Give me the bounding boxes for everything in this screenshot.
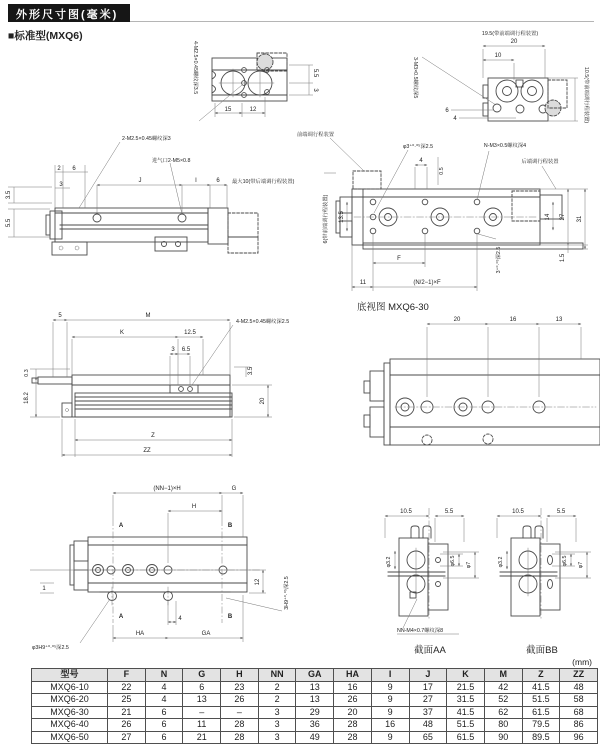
dim-4: 4 [178, 616, 182, 622]
dim-6b: 6 [216, 178, 220, 184]
dim-31: 31 [577, 215, 583, 223]
table-cell: 21.5 [447, 681, 485, 694]
table-cell: 4 [145, 694, 183, 707]
label-phi3-hole: φ3⁺⁰·⁰⁵深2.5 [403, 144, 434, 150]
table-row [32, 731, 598, 744]
drawing-end-view [393, 27, 600, 135]
dim-h: H [191, 504, 197, 510]
dim-6-5: 6.5 [181, 347, 191, 353]
table-cell: 58 [560, 694, 598, 707]
table-cell: 11 [183, 719, 221, 732]
table-row [32, 681, 598, 694]
dim-13-5: 13.5 [339, 211, 345, 223]
table-cell: 6 [183, 681, 221, 694]
table-cell: 9 [371, 681, 409, 694]
bottom-view-body [364, 359, 600, 445]
bottom-view-dimlines [427, 324, 581, 397]
col-header: NN [258, 669, 296, 682]
side-view-body [46, 208, 258, 255]
top-view-labels [192, 41, 318, 113]
front-view-labels [24, 313, 289, 454]
table-cell: 2 [258, 694, 296, 707]
dim-k: K [119, 330, 125, 336]
table-cell: 9 [371, 731, 409, 744]
front-view-body [32, 375, 232, 417]
table-cell: 48 [409, 719, 447, 732]
dim-phi-3-2: φ3.2 [386, 556, 392, 568]
dim-3: 3 [171, 347, 175, 353]
drawing-front-view [0, 305, 325, 470]
table-cell: 22 [108, 681, 146, 694]
table-cell: 6 [145, 706, 183, 719]
label-thread-2m25: 2-M2.5×0.45螺纹深3 [122, 136, 171, 142]
table-cell: 61.5 [522, 706, 560, 719]
table-header-row [32, 669, 598, 682]
table-cell: 26 [108, 719, 146, 732]
table-cell: 41.5 [522, 681, 560, 694]
col-header: ZZ [560, 669, 598, 682]
col-header: 型号 [32, 669, 108, 682]
table-cell: 61.5 [447, 731, 485, 744]
table-cell: – [221, 706, 259, 719]
dim-3-5: 3.5 [248, 366, 254, 376]
table-cell: MXQ6-50 [32, 731, 108, 744]
table-cell: 37 [409, 706, 447, 719]
dim-1: 1 [42, 586, 46, 592]
dim-m: M [145, 313, 151, 319]
table-row [32, 706, 598, 719]
end-view-body [483, 78, 567, 121]
col-header: M [484, 669, 522, 682]
note-6-front: 6(带前端调行程装置) [323, 194, 329, 244]
table-cell: 20 [334, 706, 372, 719]
label-thread-4m25b: 4-M2.5×0.45螺纹深2.5 [236, 319, 290, 325]
table-cell: MXQ6-10 [32, 681, 108, 694]
dim-6: 6 [445, 108, 449, 114]
table-cell: 28 [221, 719, 259, 732]
dim-2: 2 [57, 166, 61, 172]
table-cell: 51.5 [447, 719, 485, 732]
section-mark-b-bottom: B [227, 614, 233, 620]
table-cell: 25 [108, 694, 146, 707]
dim-f: F [397, 256, 401, 262]
table-cell: 4 [145, 681, 183, 694]
drawing-section-bb [497, 502, 600, 660]
section-mark-b-top: B [227, 523, 233, 529]
drawing-mount-plan [30, 475, 330, 660]
drawing-plan-view [290, 127, 600, 307]
dim-pitch-h: (NN−1)×H [153, 486, 181, 492]
dim-0-5: 0.5 [439, 167, 445, 175]
section-mark-a-bottom: A [118, 614, 124, 620]
dim-3-5: 3.5 [6, 190, 12, 200]
note-19-5: 19.5(带前端调行程装置) [481, 31, 539, 37]
table-cell: MXQ6-30 [32, 706, 108, 719]
dim-1-5: 1.5 [560, 253, 566, 263]
label-3h9: 3H9⁺⁰·⁰⁵深2.5 [284, 576, 290, 610]
table-cell: 17 [409, 681, 447, 694]
label-thread-3m3: 3-M3×0.5螺纹深5 [412, 57, 418, 99]
table-cell: 21 [183, 731, 221, 744]
col-header: G [183, 669, 221, 682]
dim-10-5: 10.5 [400, 509, 412, 515]
table-cell: 21 [108, 706, 146, 719]
table-cell: 36 [296, 719, 334, 732]
table-cell: 3 [258, 719, 296, 732]
unit-note: (mm) [572, 657, 592, 667]
table-cell: 86 [560, 719, 598, 732]
dim-phi-7: φ7 [466, 561, 472, 569]
table-cell: MXQ6-20 [32, 694, 108, 707]
table-cell: 89.5 [522, 731, 560, 744]
dim-10: 10 [494, 53, 502, 59]
mount-plan-dimlines [30, 493, 282, 643]
mount-plan-labels [32, 486, 290, 651]
table-cell: 65 [409, 731, 447, 744]
dim-g: G [231, 486, 237, 492]
table-cell: 29 [296, 706, 334, 719]
dim-20: 20 [453, 317, 461, 323]
table-cell: 52 [484, 694, 522, 707]
label-front-adjuster: 前端调行程装置 [297, 132, 335, 138]
label-rear-adjuster: 后端调行程装置 [521, 159, 559, 165]
table-cell: 28 [334, 719, 372, 732]
dimension-table [31, 668, 598, 744]
table-cell: 96 [560, 731, 598, 744]
dim-14: 14 [545, 213, 551, 221]
table-cell: 51.5 [522, 694, 560, 707]
dim-12: 12 [249, 107, 257, 113]
note-10-5: 10.5(带前端调行程装置) [583, 66, 589, 124]
table-cell: 9 [371, 706, 409, 719]
section-mark-a-top: A [118, 523, 124, 529]
dim-11: 11 [359, 280, 367, 286]
table-cell: 49 [296, 731, 334, 744]
dim-j: J [138, 178, 142, 184]
col-header: Z [522, 669, 560, 682]
table-cell: 6 [145, 719, 183, 732]
dim-pitch-f: (N/2−1)×F [413, 280, 441, 286]
table-cell: 2 [258, 681, 296, 694]
dim-i: I [195, 178, 197, 184]
col-header: H [221, 669, 259, 682]
dim-12: 12 [255, 578, 261, 586]
table-cell: 42 [484, 681, 522, 694]
label-thread-4m25: 4-M2.5×0.45螺纹深3.5 [192, 41, 198, 95]
dim-5-5: 5.5 [556, 509, 566, 515]
table-cell: 16 [334, 681, 372, 694]
table-cell: 6 [145, 731, 183, 744]
dim-3: 3 [59, 182, 63, 188]
drawing-top-view [183, 33, 393, 133]
section-aa-body [388, 526, 448, 616]
dim-ga: GA [201, 631, 211, 637]
dim-0-3: 0.3 [24, 369, 30, 377]
table-cell: 27 [108, 731, 146, 744]
table-cell: 68 [560, 706, 598, 719]
dim-phi-7: φ7 [578, 561, 584, 569]
label-phi3h9: φ3H9⁺⁰·⁰⁵深2.5 [32, 645, 69, 651]
table-cell: 3 [258, 731, 296, 744]
table-row [32, 694, 598, 707]
drawing-side-view [0, 125, 335, 265]
col-header: GA [296, 669, 334, 682]
table-cell: 13 [296, 694, 334, 707]
caption-section-aa: 截面AA [414, 645, 446, 656]
section-bb-body [500, 526, 560, 616]
dim-5-5: 5.5 [312, 68, 318, 78]
dim-phi-6-5: φ6.5 [562, 555, 568, 567]
mount-plan-body [70, 537, 260, 605]
table-row [32, 719, 598, 732]
dim-18-2: 18.2 [24, 392, 30, 404]
table-cell: 13 [296, 681, 334, 694]
table-cell: MXQ6-40 [32, 719, 108, 732]
dim-13: 13 [555, 317, 563, 323]
table-cell: 62 [484, 706, 522, 719]
label-3-hole-side: 3⁺⁰·⁰⁵深2.5 [496, 246, 502, 274]
bottom-view-title: 底视图 MXQ6-30 [357, 302, 429, 313]
dim-4: 4 [419, 158, 423, 164]
dim-5: 5 [58, 313, 62, 319]
col-header: HA [334, 669, 372, 682]
bottom-view-labels [357, 301, 563, 323]
col-header: K [447, 669, 485, 682]
section-subtitle: ■标准型(MXQ6) [8, 30, 83, 42]
dim-4: 4 [453, 116, 457, 122]
dim-12-5: 12.5 [184, 330, 196, 336]
table-cell: 26 [221, 694, 259, 707]
dim-3: 3 [312, 88, 318, 92]
side-view-dimlines [8, 142, 227, 237]
table-cell: 41.5 [447, 706, 485, 719]
top-view-body [212, 53, 287, 101]
col-header: F [108, 669, 146, 682]
label-thread-nm3: N-M3×0.5螺纹深4 [483, 143, 527, 149]
dim-27: 27 [560, 213, 566, 221]
table-cell: 31.5 [447, 694, 485, 707]
drawing-section-aa [383, 502, 495, 660]
dim-20: 20 [510, 39, 518, 45]
label-thread-nnm4: NN-M4×0.7螺纹深8 [397, 628, 444, 634]
table-cell: 16 [371, 719, 409, 732]
col-header: N [145, 669, 183, 682]
table-cell: 9 [371, 694, 409, 707]
drawing-bottom-view [340, 297, 600, 465]
dim-5-5: 5.5 [6, 218, 12, 228]
end-view-labels [412, 29, 591, 123]
table-cell: – [183, 706, 221, 719]
table-cell: 13 [183, 694, 221, 707]
dim-6: 6 [72, 166, 76, 172]
table-cell: 90 [484, 731, 522, 744]
col-header: J [409, 669, 447, 682]
dim-zz: ZZ [143, 448, 151, 454]
table-cell: 28 [334, 731, 372, 744]
table-cell: 79.5 [522, 719, 560, 732]
col-header: I [371, 669, 409, 682]
table-cell: 3 [258, 706, 296, 719]
label-air-port: 进气口2-M5×0.8 [152, 158, 191, 164]
note-max10: 最大10(带后端调行程装置) [232, 179, 295, 185]
dim-5-5: 5.5 [444, 509, 454, 515]
table-cell: 48 [560, 681, 598, 694]
dim-phi-3-2: φ3.2 [498, 556, 504, 568]
caption-section-bb: 截面BB [526, 645, 558, 656]
dim-16: 16 [509, 317, 517, 323]
dim-15: 15 [224, 107, 232, 113]
dim-ha: HA [135, 631, 145, 637]
dim-phi-6-5: φ6.5 [450, 555, 456, 567]
table-cell: 26 [334, 694, 372, 707]
table-cell: 28 [221, 731, 259, 744]
dim-z: Z [151, 433, 155, 439]
page-title: 外形尺寸图(毫米) [8, 4, 130, 22]
table-cell: 27 [409, 694, 447, 707]
table-cell: 80 [484, 719, 522, 732]
table-cell: 23 [221, 681, 259, 694]
dim-10-5: 10.5 [512, 509, 524, 515]
dim-20: 20 [260, 397, 266, 405]
